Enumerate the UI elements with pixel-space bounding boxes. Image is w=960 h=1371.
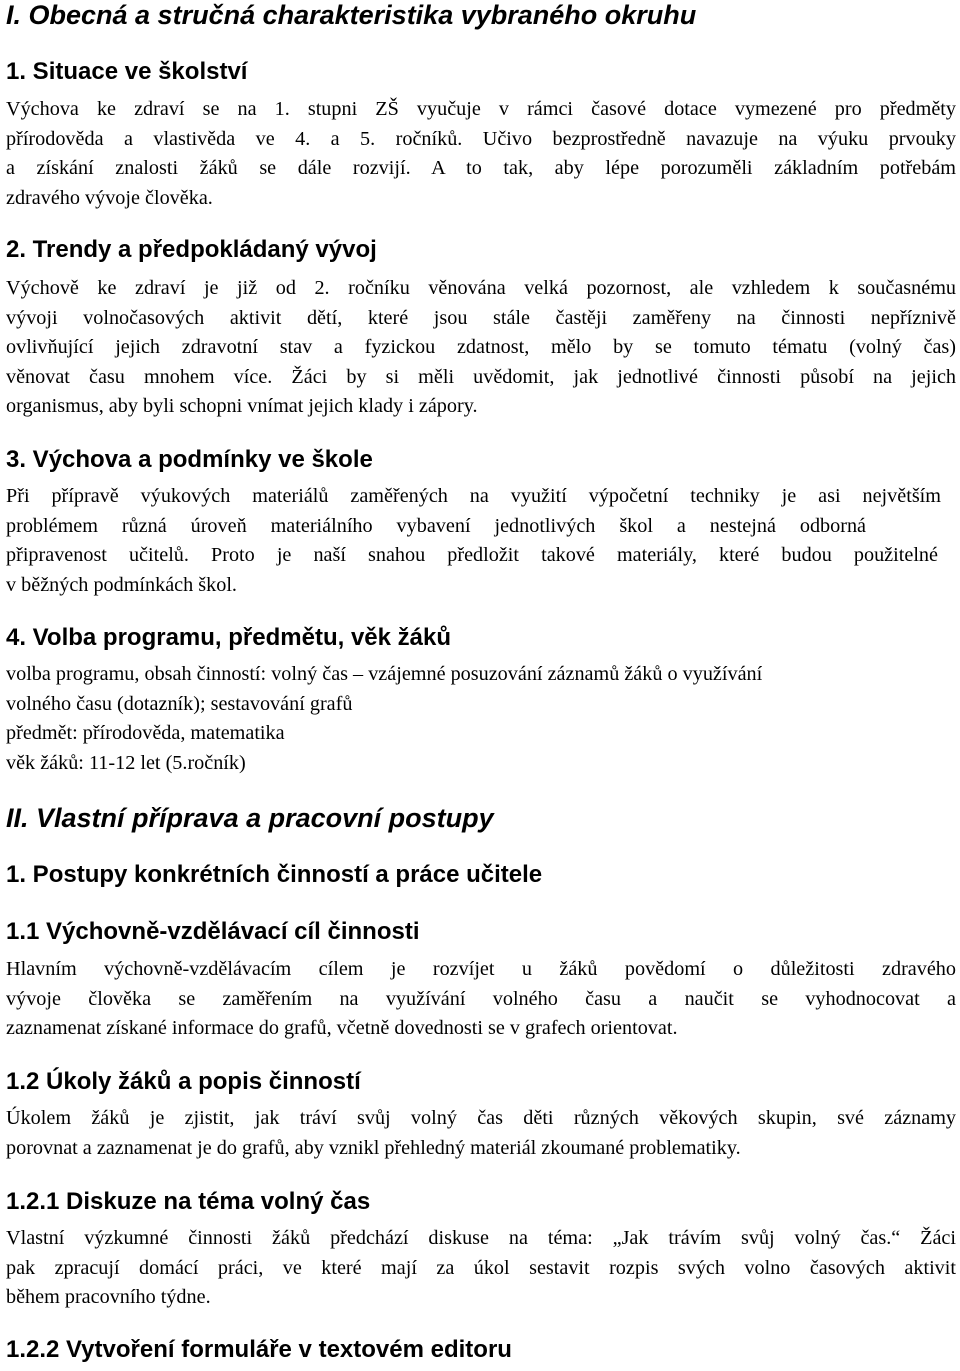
- paragraph-line: připravenost učitelů. Proto je naší snahou předložit takové materiály, které budou použitelné: [6, 544, 938, 567]
- section-title-main-1: I. Obecná a stručná charakteristika vybraného okruhu: [6, 0, 697, 30]
- paragraph-line: zaznamenat získané informace do grafů, včetně dovednosti se v grafech orientovat.: [6, 1017, 678, 1040]
- section-heading-vychova: 3. Výchova a podmínky ve škole: [6, 446, 373, 473]
- paragraph-line: v běžných podmínkách škol.: [6, 573, 237, 596]
- section-heading-postupy: 1. Postupy konkrétních činností a práce učitele: [6, 861, 543, 888]
- section-heading-volba: 4. Volba programu, předmětu, věk žáků: [6, 624, 452, 651]
- paragraph-line: Výchova ke zdraví se na 1. stupni ZŠ vyučuje v rámci časové dotace vymezené pro předměty: [6, 98, 956, 120]
- paragraph-line: přírodověda a vlastivěda ve 4. a 5. ročníků. Učivo bezprostředně navazuje na výuku prvouky: [6, 127, 956, 150]
- section-heading-cil: 1.1 Výchovně-vzdělávací cíl činnosti: [6, 918, 420, 945]
- paragraph-ukoly: [6, 1104, 956, 1163]
- paragraph-line: ovlivňující jejich zdravotní stav a fyzickou zdatnost, mělo by se tomuto tématu (volný čas): [6, 336, 956, 359]
- paragraph-line: porovnat a zaznamenat je do grafů, aby vznikl přehledný materiál zkoumané problematiky.: [6, 1136, 741, 1159]
- paragraph-line: volba programu, obsah činností: volný čas – vzájemné posuzování záznamů žáků o využívání: [6, 663, 763, 685]
- section-heading-formular: 1.2.2 Vytvoření formuláře v textovém editoru: [6, 1336, 512, 1363]
- paragraph-line: během pracovního týdne.: [6, 1286, 211, 1309]
- paragraph-line: vývoji volnočasových aktivit dětí, které jsou stále častěji zaměřeny na činnosti nepříznivě: [6, 306, 956, 329]
- section-heading-ukoly: 1.2 Úkoly žáků a popis činností: [6, 1068, 361, 1095]
- paragraph-vychova: [6, 482, 956, 600]
- paragraph-line: Výchově ke zdraví je již od 2. ročníku věnována velká pozornost, ale vzhledem k současnému: [6, 277, 956, 299]
- paragraph-line: organismus, aby byli schopni vnímat jejich klady i zápory.: [6, 395, 478, 418]
- paragraph-line: vývoje člověka se zaměřením na využívání volného času a naučit se vyhodnocovat a: [6, 987, 956, 1010]
- section-heading-diskuze: 1.2.1 Diskuze na téma volný čas: [6, 1188, 371, 1215]
- section-heading-situace: 1. Situace ve školství: [6, 58, 248, 85]
- paragraph-line: volného času (dotazník); sestavování grafů: [6, 692, 353, 715]
- paragraph-line: problémem různá úroveň materiálního vybavení jednotlivých škol a nestejná odborná: [6, 514, 866, 537]
- paragraph-line: zdravého vývoje člověka.: [6, 186, 213, 209]
- paragraph-line: Úkolem žáků je zjistit, jak tráví svůj volný čas děti různých věkových skupin, své záznamy: [6, 1107, 956, 1129]
- paragraph-line: Vlastní výzkumné činnosti žáků předchází diskuse na téma: „Jak trávím svůj volný čas.“ Žáci: [6, 1227, 956, 1249]
- paragraph-trendy: [6, 274, 956, 422]
- paragraph-line: pak zpracují domácí práci, ve které mají za úkol sestavit rozpis svých volno časových aktivit: [6, 1256, 956, 1279]
- paragraph-situace: [6, 95, 956, 213]
- section-title-main-2: II. Vlastní příprava a pracovní postupy: [6, 803, 494, 833]
- section-heading-trendy: 2. Trendy a předpokládaný vývoj: [6, 236, 377, 263]
- paragraph-line: a získání znalosti žáků se dále rozvijí. A to tak, aby lépe porozuměli základním potřebám: [6, 157, 956, 180]
- paragraph-line: předmět: přírodověda, matematika: [6, 722, 285, 745]
- paragraph-line: věnovat času mnohem více. Žáci by si měli uvědomit, jak jednotlivé činnosti působí na jejich: [6, 365, 956, 388]
- paragraph-line: Hlavním výchovně-vzdělávacím cílem je rozvíjet u žáků povědomí o důležitosti zdravého: [6, 958, 956, 980]
- paragraph-line: Při přípravě výukových materiálů zaměřených na využití výpočetní techniky je asi největším: [6, 485, 941, 507]
- paragraph-cil: [6, 955, 956, 1044]
- paragraph-line: věk žáků: 11-12 let (5.ročník): [6, 751, 246, 774]
- paragraph-diskuze: [6, 1224, 956, 1313]
- paragraph-volba: [6, 660, 956, 778]
